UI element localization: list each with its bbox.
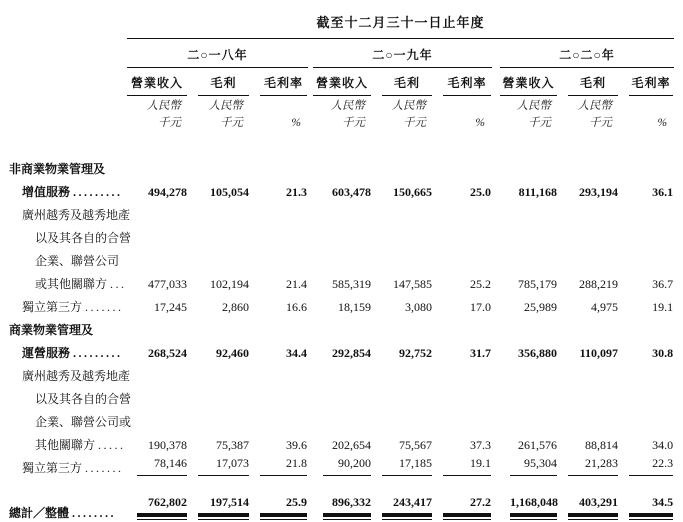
value-cell — [558, 247, 619, 270]
value-cell: 261,576 — [518, 438, 557, 452]
value-cell — [313, 201, 372, 224]
value-cell — [500, 385, 558, 408]
value-cell: 3,080 — [405, 300, 432, 314]
value-cell: 603,478 — [332, 185, 371, 199]
value-cell: 17,073 — [188, 454, 250, 477]
value-cell — [619, 385, 674, 408]
row-label: 其他關聯方 ..... — [35, 438, 126, 452]
value-cell — [433, 408, 492, 431]
value-cell — [372, 155, 433, 178]
value-cell — [372, 247, 433, 270]
value-cell: 18,159 — [338, 300, 371, 314]
value-cell: 25.9 — [250, 494, 308, 522]
unit-percent: % — [291, 117, 301, 129]
row-label: 增值服務 ......... — [22, 185, 123, 199]
value-cell: 292,854 — [332, 346, 371, 360]
value-cell: 110,097 — [579, 346, 618, 360]
value-cell — [313, 408, 372, 431]
value-cell: 36.7 — [652, 277, 674, 291]
value-cell: 25,989 — [524, 300, 557, 314]
value-cell — [433, 201, 492, 224]
value-cell — [250, 316, 308, 339]
unit-percent: % — [657, 117, 668, 129]
table-body — [9, 131, 674, 522]
value-cell — [250, 385, 308, 408]
value-cell: 31.7 — [470, 346, 491, 360]
value-cell — [372, 408, 433, 431]
value-cell: 293,194 — [579, 185, 618, 199]
value-cell — [250, 201, 308, 224]
value-cell — [188, 247, 250, 270]
value-cell — [250, 362, 308, 385]
value-cell: 34.5 — [619, 494, 674, 522]
leader-dots: ....... — [85, 461, 124, 475]
value-cell — [619, 316, 674, 339]
row-label: 獨立第三方 ....... — [22, 300, 124, 314]
table-title: 截至十二月三十一日止年度 — [127, 8, 674, 39]
value-cell — [250, 224, 308, 247]
value-cell: 21.4 — [286, 277, 307, 291]
unit-percent: % — [475, 117, 485, 129]
year-2020: 二○二○年 — [500, 39, 674, 68]
value-cell — [313, 224, 372, 247]
row-label: 以及其各自的合營 — [35, 392, 132, 406]
value-cell — [127, 224, 188, 247]
value-cell: 19.1 — [652, 300, 674, 314]
leader-dots: ....... — [85, 300, 124, 314]
value-cell: 477,033 — [148, 277, 187, 291]
table-row — [9, 247, 674, 270]
leader-dots: ... — [110, 277, 127, 291]
value-cell — [372, 316, 433, 339]
unit-currency: 人民幣 — [146, 100, 181, 112]
value-cell: 147,585 — [393, 277, 432, 291]
value-cell — [127, 201, 188, 224]
value-cell: 78,146 — [127, 454, 188, 477]
value-cell — [619, 408, 674, 431]
value-cell: 30.8 — [652, 346, 674, 360]
value-cell — [433, 362, 492, 385]
value-cell — [127, 316, 188, 339]
value-cell — [558, 201, 619, 224]
year-2019: 二○一九年 — [313, 39, 492, 68]
value-cell: 762,802 — [127, 494, 188, 522]
value-cell: 811,168 — [518, 185, 557, 199]
value-cell: 88,814 — [585, 438, 618, 452]
year-row — [9, 39, 674, 68]
value-cell — [500, 408, 558, 431]
value-cell — [619, 362, 674, 385]
value-cell: 2,860 — [222, 300, 249, 314]
value-cell — [558, 408, 619, 431]
col-header-gross-margin: 毛利率 — [443, 69, 491, 96]
row-label: 或其他關聯方 ... — [35, 277, 127, 291]
value-cell — [127, 247, 188, 270]
value-cell: 22.3 — [619, 454, 674, 477]
value-cell — [127, 385, 188, 408]
value-cell: 243,417 — [372, 494, 433, 522]
unit-thousand: 千元 — [528, 117, 551, 129]
value-cell — [372, 201, 433, 224]
column-header-row — [9, 68, 674, 98]
value-cell — [619, 247, 674, 270]
value-cell — [500, 362, 558, 385]
col-header-revenue: 營業收入 — [313, 69, 371, 96]
value-cell: 92,752 — [399, 346, 432, 360]
table-row — [9, 270, 674, 293]
unit-thousand-row — [9, 114, 674, 131]
value-cell: 288,219 — [579, 277, 618, 291]
row-label: 廣州越秀及越秀地產 — [22, 369, 131, 383]
value-cell — [433, 247, 492, 270]
value-cell: 27.2 — [433, 494, 492, 522]
value-cell: 4,975 — [591, 300, 618, 314]
value-cell: 36.1 — [652, 185, 674, 199]
spacer-row — [9, 477, 674, 494]
value-cell: 21.8 — [250, 454, 308, 477]
value-cell: 494,278 — [148, 185, 187, 199]
row-label: 廣州越秀及越秀地產 — [22, 208, 131, 222]
col-header-gross-profit: 毛利 — [568, 69, 618, 96]
unit-currency: 人民幣 — [391, 100, 426, 112]
value-cell: 197,514 — [188, 494, 250, 522]
table-row — [9, 408, 674, 431]
value-cell: 17.0 — [470, 300, 491, 314]
table-row — [9, 454, 674, 477]
row-label: 企業、聯營公司 — [35, 254, 120, 268]
table-row — [9, 339, 674, 362]
value-cell: 21.3 — [286, 185, 307, 199]
value-cell — [188, 201, 250, 224]
table-row — [9, 224, 674, 247]
value-cell — [433, 224, 492, 247]
value-cell: 21,283 — [558, 454, 619, 477]
value-cell: 75,567 — [399, 438, 432, 452]
value-cell: 39.6 — [286, 438, 307, 452]
value-cell — [558, 224, 619, 247]
row-label: 總計／整體 ........ — [9, 506, 117, 520]
value-cell: 95,304 — [500, 454, 558, 477]
value-cell — [188, 224, 250, 247]
unit-currency: 人民幣 — [330, 100, 365, 112]
table-row — [9, 178, 674, 201]
col-header-revenue: 營業收入 — [500, 69, 557, 96]
title-row — [9, 8, 674, 39]
value-cell — [433, 385, 492, 408]
value-cell: 16.6 — [286, 300, 307, 314]
col-header-gross-profit: 毛利 — [382, 69, 432, 96]
value-cell: 202,654 — [332, 438, 371, 452]
value-cell — [619, 224, 674, 247]
value-cell: 25.0 — [470, 185, 491, 199]
value-cell: 17,185 — [372, 454, 433, 477]
value-cell — [127, 155, 188, 178]
row-label: 運營服務 ......... — [22, 346, 123, 360]
value-cell: 896,332 — [313, 494, 372, 522]
value-cell — [127, 362, 188, 385]
col-header-gross-margin: 毛利率 — [260, 69, 307, 96]
value-cell: 356,880 — [518, 346, 557, 360]
value-cell: 785,179 — [518, 277, 557, 291]
table-row — [9, 293, 674, 316]
row-label: 商業物業管理及 — [9, 323, 94, 337]
value-cell — [313, 316, 372, 339]
value-cell: 17,245 — [154, 300, 187, 314]
value-cell: 585,319 — [332, 277, 371, 291]
row-label: 非商業物業管理及 — [9, 162, 106, 176]
year-2018: 二○一八年 — [127, 39, 308, 68]
table-row — [9, 362, 674, 385]
value-cell — [372, 362, 433, 385]
value-cell — [188, 385, 250, 408]
unit-thousand: 千元 — [589, 117, 612, 129]
leader-dots: ..... — [98, 438, 126, 452]
table-row — [9, 316, 674, 339]
table-row — [9, 155, 674, 178]
value-cell: 19.1 — [433, 454, 492, 477]
row-label: 企業、聯營公司或 — [35, 415, 132, 429]
value-cell — [372, 385, 433, 408]
value-cell — [500, 201, 558, 224]
value-cell — [558, 385, 619, 408]
unit-thousand: 千元 — [403, 117, 426, 129]
value-cell — [188, 408, 250, 431]
col-header-revenue: 營業收入 — [127, 69, 187, 96]
value-cell — [500, 155, 558, 178]
value-cell: 90,200 — [313, 454, 372, 477]
value-cell — [558, 316, 619, 339]
unit-currency: 人民幣 — [516, 100, 551, 112]
value-cell: 190,378 — [148, 438, 187, 452]
unit-thousand: 千元 — [342, 117, 365, 129]
value-cell: 403,291 — [558, 494, 619, 522]
row-label: 獨立第三方 ....... — [22, 461, 124, 475]
value-cell: 92,460 — [216, 346, 249, 360]
unit-currency: 人民幣 — [577, 100, 612, 112]
value-cell — [313, 385, 372, 408]
value-cell — [619, 201, 674, 224]
row-label: 以及其各自的合營 — [35, 231, 132, 245]
value-cell: 105,054 — [210, 185, 249, 199]
value-cell: 75,387 — [216, 438, 249, 452]
value-cell — [127, 408, 188, 431]
col-header-gross-profit: 毛利 — [198, 69, 249, 96]
table-row — [9, 201, 674, 224]
col-header-gross-margin: 毛利率 — [629, 69, 673, 96]
value-cell — [433, 316, 492, 339]
leader-dots: ......... — [73, 185, 123, 199]
value-cell — [188, 362, 250, 385]
value-cell — [558, 362, 619, 385]
value-cell — [313, 362, 372, 385]
value-cell — [433, 155, 492, 178]
value-cell — [619, 155, 674, 178]
financial-table-page — [0, 8, 683, 520]
value-cell — [250, 408, 308, 431]
leader-dots: ........ — [72, 506, 117, 520]
value-cell: 34.4 — [286, 346, 307, 360]
value-cell: 268,524 — [148, 346, 187, 360]
value-cell — [500, 224, 558, 247]
unit-thousand: 千元 — [158, 117, 181, 129]
value-cell — [558, 155, 619, 178]
value-cell — [250, 247, 308, 270]
unit-thousand: 千元 — [220, 117, 243, 129]
table-row — [9, 494, 674, 522]
value-cell — [250, 155, 308, 178]
value-cell: 37.3 — [470, 438, 491, 452]
value-cell — [188, 316, 250, 339]
financial-table — [9, 8, 674, 522]
table-header — [9, 8, 674, 131]
value-cell: 1,168,048 — [500, 494, 558, 522]
value-cell — [188, 155, 250, 178]
value-cell — [313, 155, 372, 178]
unit-currency: 人民幣 — [208, 100, 243, 112]
value-cell: 34.0 — [652, 438, 674, 452]
value-cell — [313, 247, 372, 270]
value-cell: 25.2 — [470, 277, 491, 291]
table-row — [9, 431, 674, 454]
value-cell — [372, 224, 433, 247]
value-cell: 150,665 — [393, 185, 432, 199]
value-cell: 102,194 — [210, 277, 249, 291]
table-row — [9, 385, 674, 408]
unit-currency-row — [9, 97, 674, 114]
value-cell — [500, 316, 558, 339]
leader-dots: ......... — [73, 346, 123, 360]
value-cell — [500, 247, 558, 270]
